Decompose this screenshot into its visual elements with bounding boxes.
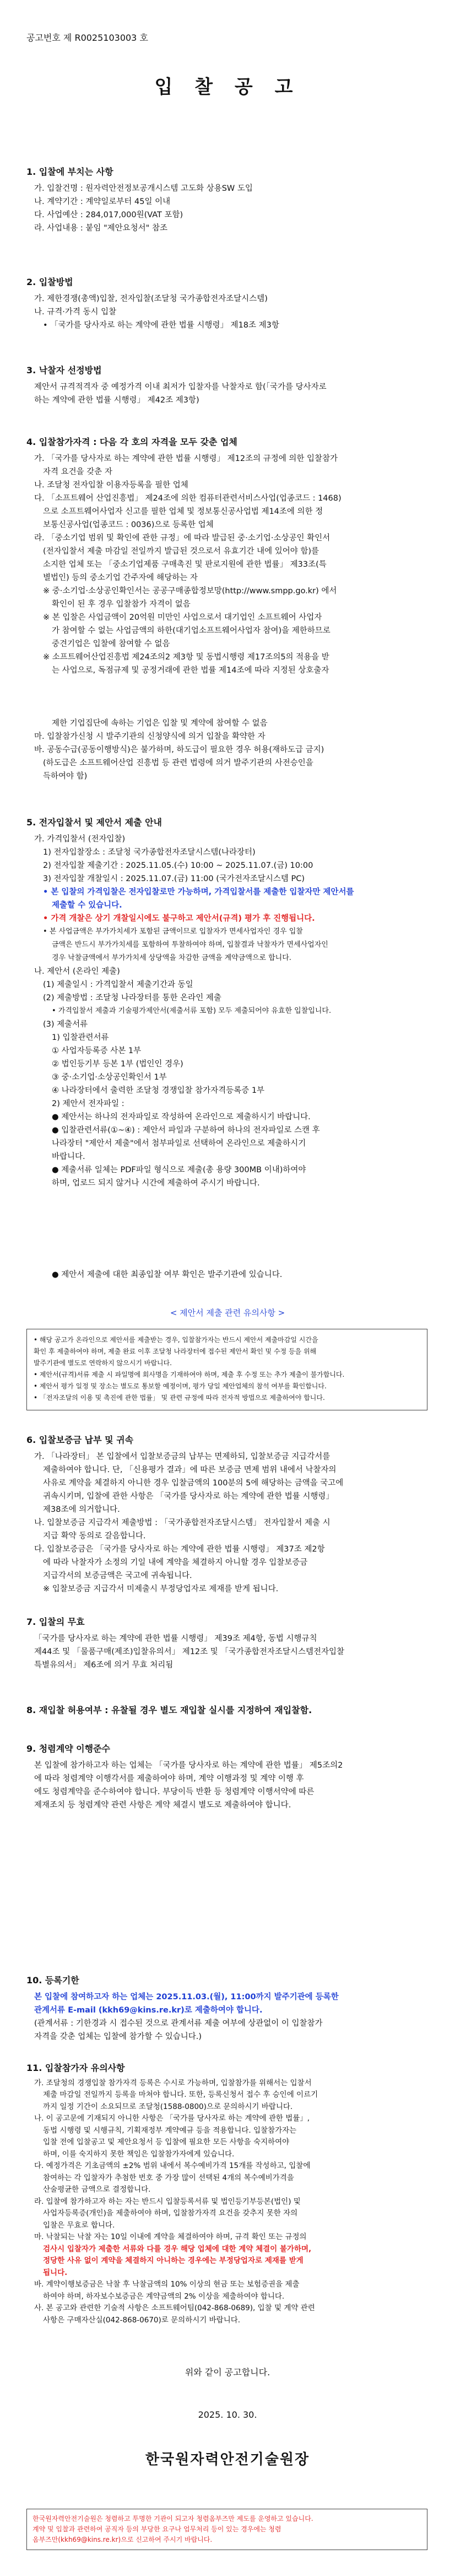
s5-subheading: 가. 가격입찰서 (전자입찰) xyxy=(34,835,126,844)
s4-line: 자격 요건을 갖춘 자 xyxy=(43,468,112,476)
s5-line: 2) 제안서 전자파일 : xyxy=(52,1099,124,1108)
s4-line: 나. 조달청 전자입찰 이용자등록을 필한 업체 xyxy=(34,481,188,490)
s5-line: 1) 입찰관련서류 xyxy=(52,1033,109,1042)
s11-line: 입찰 전에 입찰공고 및 제안요청서 등 입찰에 필요한 모든 사항을 숙지하여야 xyxy=(43,2138,290,2146)
s4-line: 으로 소프트웨어사업자 신고를 필한 업체 및 정보통신공사업법 제14조에 의한 정 xyxy=(43,507,323,516)
s11-warning: 됩니다. xyxy=(43,2268,68,2277)
s10-line: 관계서류 E-mail (kkh69@kins.re.kr)로 제출하여야 합니다. xyxy=(34,2006,263,2015)
section-5 xyxy=(26,816,429,1190)
section-5-cont xyxy=(26,1268,429,1281)
s5-line: 나라장터 "제안서 제출"에서 첨부파일로 선택하여 온라인으로 제출하시기 xyxy=(52,1139,306,1148)
s2-line: 가. 제한경쟁(총액)입찰, 전자입찰(조달청 국가종합전자조달시스템) xyxy=(34,294,268,303)
s5-line: ② 법인등기부 등본 1부 (법인인 경우) xyxy=(52,1060,183,1069)
s6-line: 다. 입찰보증금은 「국가를 당사자로 하는 계약에 관한 법률 시행령」 제37조 제2항 xyxy=(34,1545,325,1554)
s4-line: 보통신공사업(업종코드 : 0036)으로 등록한 업체 xyxy=(43,520,214,529)
s6-line: 에 따라 낙찰자가 소정의 기일 내에 계약을 체결하지 아니할 경우 입찰보증금 xyxy=(43,1558,308,1567)
s10-line: 본 입찰에 참여하고자 하는 업체는 2025.11.03.(월), 11:00까지 발주기관에 등록한 xyxy=(34,1993,339,2001)
s11-line: 하며, 이를 숙지하지 못한 책임은 입찰참가자에게 있습니다. xyxy=(43,2149,235,2159)
notice-number: 공고번호 제 R0025103003 호 xyxy=(26,33,148,43)
section-10 xyxy=(26,1974,429,2043)
section-6 xyxy=(26,1434,429,1596)
s3-line: 제안서 규격적격자 중 예정가격 이내 최저가 입찰자를 낙찰자로 함(「국가를 당사자로 xyxy=(34,383,327,391)
s4-line: 가. 「국가를 당사자로 하는 계약에 관한 법률 시행령」 제12조의 규정에 의한 입찰참가 xyxy=(34,454,338,463)
s11-line: 사. 본 공고와 관련한 기술적 사항은 소프트웨어팀(042-868-0689), 입찰 및 계약 관련 xyxy=(34,2304,315,2312)
s11-line: 가. 조달청의 경쟁입찰 참가자격 등록은 수시로 가능하며, 입찰참가를 위해서는 입찰서 xyxy=(34,2078,312,2087)
s3-line: 하는 계약에 관한 법률 시행령」 제42조 제3항) xyxy=(34,396,199,405)
s5-line: 바랍니다. xyxy=(52,1152,85,1161)
section-3 xyxy=(26,364,429,407)
s6-line: ※ 입찰보증금 지급각서 미제출시 부정당업자로 제재를 받게 됩니다. xyxy=(43,1585,279,1593)
s4-line: 마. 입찰참가신청 시 발주기관의 신청양식에 의거 입찰을 확약한 자 xyxy=(34,732,266,741)
section-7-heading: 7. 입찰의 무효 xyxy=(26,1617,85,1627)
s5-notice: • 본 입찰의 가격입찰은 전자입찰로만 가능하며, 가격입찰서를 제출한 입찰자만 제안서를 xyxy=(43,888,354,897)
s4-line: (하도급은 소프트웨어산업 진흥법 등 관련 법령에 의거 발주기관의 사전승인을 xyxy=(43,759,313,768)
s6-line: 나. 입찰보증금 지급각서 제출방법 : 「국가종합전자조달시스템」 전자입찰서 제출 시 xyxy=(34,1518,331,1527)
s5-line: ● 입찰관련서류(①~④) : 제안서 파일과 구분하여 하나의 전자파일로 스캔 후 xyxy=(52,1126,320,1135)
section-5-heading: 5. 전자입찰서 및 제안서 제출 안내 xyxy=(26,817,162,828)
s5-line: (3) 제출서류 xyxy=(43,1020,88,1029)
s4-line: ※ 본 입찰은 사업금액이 20억원 미만인 사업으로서 대기업인 소프트웨어 사업자 xyxy=(43,613,322,622)
caution-line: • 「전자조달의 이용 및 촉진에 관한 법률」 및 관련 규정에 따라 전자적 방법으로 제출하여야 합니다. xyxy=(34,1394,325,1402)
s4-line: 는 사업으로, 독점규제 및 공정거래에 관한 법률 제14조에 따라 지정된 상호출자 xyxy=(52,666,329,675)
s5-line: 3) 전자입찰 개찰일시 : 2025.11.07.(금) 11:00 (국가전자조달시스템 PC) xyxy=(43,874,305,883)
s11-warning: 정당한 사유 없이 계약을 체결하지 아니하는 경우에는 부정당업자로 제재를 받게 xyxy=(43,2256,304,2265)
caution-line: 확인 후 제출하여야 하며, 제출 완료 이후 조달청 나라장터에 접수된 제안서 확인 및 수정 등을 위해 xyxy=(34,1348,317,1355)
s9-line: 에 따라 청렴계약 이행각서를 제출하여야 하며, 계약 이행과정 및 계약 이행 후 xyxy=(34,1774,304,1783)
s4-line: 가 참여할 수 없는 사업금액의 하한(대기업소프트웨어사업자 참여)을 제한하므로 xyxy=(52,626,331,635)
caution-box xyxy=(26,1329,427,1410)
s9-line: 본 입찰에 참가하고자 하는 업체는 「국가를 당사자로 하는 계약에 관한 법률」 제5조의2 xyxy=(34,1761,343,1770)
s5-line: ③ 중·소기업·소상공인확인서 1부 xyxy=(52,1073,167,1082)
s1-line: 라. 사업내용 : 붙임 "제안요청서" 참조 xyxy=(34,224,167,233)
s2-line: 나. 규격·가격 동시 입찰 xyxy=(34,308,117,316)
issuing-organization: 한국원자력안전기술원장 xyxy=(145,2451,310,2468)
s9-line: 에도 청렴계약을 준수하여야 합니다. 부당이득 반환 등 청렴계약 이행서약에 따른 xyxy=(34,1788,315,1796)
caution-title: < 제안서 제출 관련 유의사항 > xyxy=(170,1308,285,1318)
s9-line: 제재조치 등 청렴계약 관련 사항은 계약 체결시 별도로 제출하여야 합니다. xyxy=(34,1801,291,1810)
caution-line: • 제안서(규격)서류 제출 시 파일명에 회사명을 기재하여야 하며, 제출 후 수정 또는 추가 제출이 불가합니다. xyxy=(34,1371,345,1378)
s5-line: ● 제안서 제출에 대한 최종입찰 여부 확인은 발주기관에 있습니다. xyxy=(52,1270,283,1279)
page-title: 입 찰 공 고 xyxy=(154,76,301,98)
section-4-cont xyxy=(26,717,429,783)
s6-line: 지급 확약 동의로 갈음합니다. xyxy=(43,1532,146,1541)
s11-line: 라. 입찰에 참가하고자 하는 자는 반드시 입찰등록서류 및 법인등기부등본(법인) 및 xyxy=(34,2197,301,2206)
section-11 xyxy=(26,2062,429,2326)
section-2-heading: 2. 입찰방법 xyxy=(26,277,73,287)
s6-line: 제38조에 의거합니다. xyxy=(43,1505,120,1514)
s10-line: (관계서류 : 기한경과 시 접수된 것으로 관계서류 제출 여부에 상관없이 이 입찰참가 xyxy=(34,2019,323,2028)
s4-line: 별법인) 등의 중소기업 간주자에 해당하는 자 xyxy=(43,573,198,582)
section-1-heading: 1. 입찰에 부치는 사항 xyxy=(26,167,113,177)
s11-line: 제출 마감일 전일까지 등록을 마쳐야 합니다. 또한, 등록신청서 접수 후 승인에 이르기 xyxy=(43,2090,318,2099)
s5-line: ① 사업자등록증 사본 1부 xyxy=(52,1046,142,1055)
s11-line: 나. 이 공고문에 기재되지 아니한 사항은 「국가를 당사자로 하는 계약에 관한 법률」, xyxy=(34,2114,310,2123)
s11-line: 마. 낙찰되는 낙찰 자는 10일 이내에 계약을 체결하여야 하며, 규격 확인 또는 규정의 xyxy=(34,2232,307,2241)
s4-line: ※ 소프트웨어산업진흥법 제24조의2 제3항 및 동법시행령 제17조의5의 적용을 받 xyxy=(43,653,329,662)
s5-notice: 제출할 수 있습니다. xyxy=(52,901,122,910)
s5-subheading: 나. 제안서 (온라인 제출) xyxy=(34,967,120,976)
s10-line: 자격을 갖춘 업체는 입찰에 참가할 수 있습니다.) xyxy=(34,2032,202,2041)
section-1 xyxy=(26,165,429,235)
s11-line: 까지 일정 기간이 소요되므로 조달청(1588-0800)으로 문의하시기 바랍니다. xyxy=(43,2102,293,2111)
s1-line: 다. 사업예산 : 284,017,000원(VAT 포함) xyxy=(34,211,183,219)
s5-line: 2) 전자입찰 제출기간 : 2025.11.05.(수) 10:00 ~ 2025.11.07.(금) 10:00 xyxy=(43,861,313,870)
section-2 xyxy=(26,276,429,332)
s11-line: 바. 계약이행보증금은 낙찰 후 낙찰금액의 10% 이상의 현금 또는 보험증권을 제출 xyxy=(34,2280,300,2289)
s7-line: 특별유의서」 제6조에 의거 무효 처리됨 xyxy=(34,1661,174,1670)
s11-warning: 검사시 입찰자가 제출한 서류와 다를 경우 해당 업체에 대한 계약 체결이 불가하며, xyxy=(43,2244,312,2253)
caution-line: • 해당 공고가 온라인으로 제안서를 제출받는 경우, 입찰참가자는 반드시 제안서 제출마감일 시간을 xyxy=(34,1336,318,1344)
s4-line: 확인이 된 후 경우 입찰참가 자격이 없음 xyxy=(52,600,191,609)
s7-line: 「국가를 당사자로 하는 계약에 관한 법률 시행령」 제39조 제4항, 동법 시행규칙 xyxy=(34,1634,317,1643)
s5-line: 금액은 반드시 부가가치세를 포함하여 투찰하여야 하며, 입찰결과 낙찰자가 면세사업자인 xyxy=(52,941,328,949)
section-8-heading: 8. 재입찰 허용여부 : 유찰될 경우 별도 재입찰 실시를 지정하여 재입찰함. xyxy=(26,1705,312,1715)
s6-line: 지급각서의 보증금액은 국고에 귀속됩니다. xyxy=(43,1571,192,1580)
s4-line: 중견기업은 입찰에 참여할 수 없음 xyxy=(52,640,170,648)
section-4 xyxy=(26,436,429,677)
s4-line: 제한 기업집단에 속하는 기업은 입찰 및 계약에 참여할 수 없음 xyxy=(52,719,268,728)
s11-line: 산술평균한 금액으로 결정합니다. xyxy=(43,2185,151,2194)
s5-line: (1) 제출일시 : 가격입찰서 제출기간과 동일 xyxy=(43,980,193,989)
s4-line: 다. 「소프트웨어 산업진흥법」 제24조에 의한 컴퓨터관련서비스사업(업종코드 : 1468) xyxy=(34,494,342,503)
s5-line: • 본 사업금액은 부가가치세가 포함된 금액이므로 입찰자가 면세사업자인 경우 입찰 xyxy=(43,927,303,936)
s1-line: 나. 계약기간 : 계약일로부터 45일 이내 xyxy=(34,197,171,206)
s5-line: • 가격입찰서 제출과 기술평가제안서(제출서류 포함) 모두 제출되어야 유효한 입찰입니다. xyxy=(52,1007,332,1015)
s11-line: 참여하는 각 입찰자가 추첨한 번호 중 가장 많이 선택된 4개의 복수예비가격을 xyxy=(43,2173,294,2182)
s5-line: ● 제출서류 일체는 PDF파일 형식으로 제출(총 용량 300MB 이내)하여야 xyxy=(52,1166,306,1174)
ombudsman-box xyxy=(26,2509,427,2550)
caution-line: 발주기관에 별도로 연락하지 않으시기 바랍니다. xyxy=(34,1359,172,1367)
s5-line: 하며, 업로드 되지 않거나 시간에 제출하여 주시기 바랍니다. xyxy=(52,1179,260,1188)
s6-line: 가. 「나라장터」 본 입찰에서 입찰보증금의 납부는 면제하되, 입찰보증금 지급각서를 xyxy=(34,1452,331,1461)
s6-line: 사유로 계약을 체결하지 아니한 경우 입찰금액의 100분의 5에 해당하는 금액을 국고에 xyxy=(43,1479,344,1488)
s5-warning: • 가격 개찰은 상기 개찰일시에도 불구하고 제안서(규격) 평가 후 진행됩니다. xyxy=(43,914,315,923)
s5-line: ④ 나라장터에서 출력한 조달청 경쟁입찰 참가자격등록증 1부 xyxy=(52,1086,265,1095)
s6-line: 귀속시키며, 입찰에 관한 사항은 「국가를 당사자로 하는 계약에 관한 법률 시행령」 xyxy=(43,1492,334,1501)
closing-line: 위와 같이 공고합니다. xyxy=(185,2367,270,2378)
s4-line: 바. 공동수급(공동이행방식)은 불가하며, 하도급이 필요한 경우 허용(재하도급 금지) xyxy=(34,745,324,754)
section-11-heading: 11. 입찰참가자 유의사항 xyxy=(26,2063,125,2073)
ombudsman-line: 계약 및 입찰과 관련하여 공직자 등의 부당한 요구나 업무처리 등이 있는 경우에는 청렴 xyxy=(32,2525,281,2533)
s5-line: 1) 전자입찰장소 : 조달청 국가종합전자조달시스템(나라장터) xyxy=(43,848,256,857)
section-10-heading: 10. 등록기한 xyxy=(26,1975,79,1985)
s11-line: 사업자등록증(개인)을 제출하여야 하며, 입찰참가자격 요건을 갖추지 못한 자의 xyxy=(43,2209,298,2218)
notice-date: 2025. 10. 30. xyxy=(198,2409,257,2420)
section-4-heading: 4. 입찰참가자격 : 다음 각 호의 자격을 모두 갖춘 업체 xyxy=(26,437,237,447)
caution-line: • 제안서 평가 일정 및 장소는 별도로 통보할 예정이며, 평가 당일 제안업체의 참석 여부를 확인합니다. xyxy=(34,1382,327,1390)
section-6-heading: 6. 입찰보증금 납부 및 귀속 xyxy=(26,1435,134,1445)
s4-line: 라. 「중소기업 범위 및 확인에 관한 규정」에 따라 발급된 중·소기업·소상공인 확인서 xyxy=(34,534,331,543)
s5-line: 경우 낙찰금액에서 부가가치세 상당액을 차감한 금액을 계약금액으로 합니다. xyxy=(52,954,291,962)
section-9-heading: 9. 청렴계약 이행준수 xyxy=(26,1743,110,1754)
ombudsman-line: 옴부즈만(kkh69@kins.re.kr)으로 신고하여 주시기 바랍니다. xyxy=(32,2536,213,2543)
s7-line: 제44조 및 「물품구매(제조)입찰유의서」 제12조 및 「국가종합전자조달시스템전자입찰 xyxy=(34,1647,344,1656)
ombudsman-line: 한국원자력안전기술원은 청렴하고 투명한 기관이 되고자 청렴옴부즈만 제도를 운영하고 있습니다. xyxy=(32,2515,313,2523)
s4-line: (전자입찰서 제출 마감일 전일까지 발급된 것으로서 유효기간 내에 있어야 함)를 xyxy=(43,547,319,556)
s6-line: 제출하여야 합니다. 단, 「신용평가 결과」에 따른 보증금 면제 범위 내에서 낙찰자의 xyxy=(43,1466,337,1474)
s2-line: • 「국가를 당사자로 하는 계약에 관한 법률 시행령」 제18조 제3항 xyxy=(43,321,279,330)
s11-line: 입찰은 무효로 합니다. xyxy=(43,2220,115,2230)
section-9 xyxy=(26,1742,429,1812)
s5-line: (2) 제출방법 : 조달청 나라장터를 통한 온라인 제출 xyxy=(43,994,221,1002)
s4-line: 소지한 업체 또는 「중소기업제품 구매촉진 및 판로지원에 관한 법률」 제33조(특 xyxy=(43,560,327,569)
s4-line: ※ 중·소기업·소상공인확인서는 공공구매종합정보망(http://www.smpp.go.kr) 에서 xyxy=(43,587,337,595)
section-7 xyxy=(26,1616,429,1672)
s5-line: ● 제안서는 하나의 전자파일로 작성하여 온라인으로 제출하시기 바랍니다. xyxy=(52,1113,311,1121)
s1-line: 가. 입찰건명 : 원자력안전정보공개시스템 고도화 상용SW 도입 xyxy=(34,184,253,193)
s11-line: 사항은 구매자산실(042-868-0670)로 문의하시기 바랍니다. xyxy=(43,2315,241,2325)
s4-line: 득하여야 함) xyxy=(43,772,88,781)
section-3-heading: 3. 낙찰자 선정방법 xyxy=(26,365,102,375)
s11-line: 다. 예정가격은 기초금액의 ±2% 범위 내에서 복수예비가격 15개를 작성하고, 입찰에 xyxy=(34,2161,311,2170)
s11-line: 하여야 하며, 하자보수보증금은 계약금액의 2% 이상을 제출하여야 합니다. xyxy=(43,2291,285,2301)
s11-line: 동법 시행령 및 시행규칙, 기획재정부 계약예규 등을 적용합니다. 입찰참가자는 xyxy=(43,2126,297,2135)
section-8 xyxy=(26,1704,429,1720)
